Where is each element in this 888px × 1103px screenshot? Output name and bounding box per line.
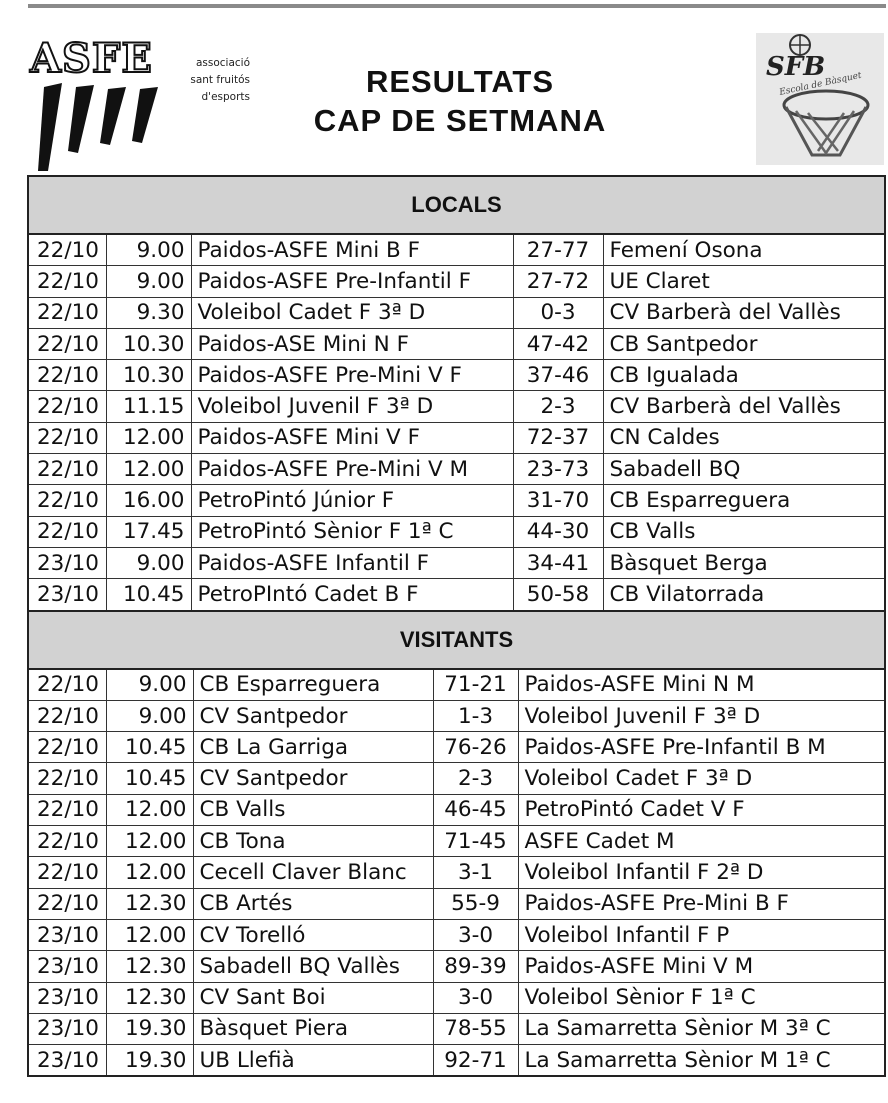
- match-time: 10.45: [106, 579, 191, 610]
- result-row: [29, 794, 884, 825]
- match-date: 22/10: [29, 826, 106, 857]
- match-score: 37-46: [513, 360, 603, 391]
- result-row: [29, 1045, 884, 1076]
- home-team: CB Tona: [193, 826, 433, 857]
- match-score: 3-1: [433, 857, 518, 888]
- match-score: 89-39: [433, 951, 518, 982]
- match-time: 12.00: [106, 857, 193, 888]
- title-line-2: CAP DE SETMANA: [313, 103, 607, 138]
- home-team: Cecell Claver Blanc: [193, 857, 433, 888]
- match-time: 12.00: [106, 794, 193, 825]
- match-time: 10.30: [106, 360, 191, 391]
- match-time: 12.00: [106, 454, 191, 485]
- match-time: 17.45: [106, 516, 191, 547]
- home-team: Paidos-ASFE Pre-Infantil F: [191, 266, 513, 297]
- result-row: [29, 1013, 884, 1044]
- home-team: Sabadell BQ Vallès: [193, 951, 433, 982]
- result-row: [29, 516, 884, 547]
- sfb-wordmark: SFB: [766, 52, 826, 82]
- match-date: 22/10: [29, 794, 106, 825]
- result-row: [29, 454, 884, 485]
- match-date: 22/10: [29, 297, 106, 328]
- home-team: Paidos-ASE Mini N F: [191, 328, 513, 359]
- locals-heading: LOCALS: [29, 177, 884, 235]
- match-date: 22/10: [29, 888, 106, 919]
- match-time: 10.45: [106, 763, 193, 794]
- result-row: [29, 919, 884, 950]
- match-score: 1-3: [433, 700, 518, 731]
- basketball-hoop-icon: [756, 33, 884, 165]
- asfe-line-2: sant fruitós: [190, 74, 250, 86]
- home-team: Bàsquet Piera: [193, 1013, 433, 1044]
- result-row: [29, 857, 884, 888]
- away-team: La Samarretta Sènior M 1ª C: [518, 1045, 884, 1076]
- result-row: [29, 360, 884, 391]
- result-row: [29, 763, 884, 794]
- asfe-wordmark: ASFE: [30, 35, 153, 82]
- match-time: 9.00: [106, 700, 193, 731]
- away-team: CN Caldes: [603, 422, 884, 453]
- match-score: 2-3: [513, 391, 603, 422]
- result-row: [29, 422, 884, 453]
- match-score: 2-3: [433, 763, 518, 794]
- match-date: 22/10: [29, 266, 106, 297]
- match-time: 11.15: [106, 391, 191, 422]
- home-team: Paidos-ASFE Mini V F: [191, 422, 513, 453]
- away-team: Sabadell BQ: [603, 454, 884, 485]
- locals-table: [29, 235, 884, 610]
- match-time: 12.30: [106, 888, 193, 919]
- visitants-rows: [29, 670, 884, 1076]
- match-time: 9.00: [106, 235, 191, 266]
- match-score: 55-9: [433, 888, 518, 919]
- away-team: La Samarretta Sènior M 3ª C: [518, 1013, 884, 1044]
- away-team: CB Igualada: [603, 360, 884, 391]
- sfb-tagline: Escola de Bàsquet: [778, 70, 863, 98]
- result-row: [29, 266, 884, 297]
- home-team: PetroPintó Sènior F 1ª C: [191, 516, 513, 547]
- match-date: 23/10: [29, 547, 106, 578]
- match-score: 71-21: [433, 670, 518, 701]
- match-date: 22/10: [29, 391, 106, 422]
- title-line-1: RESULTATS: [365, 64, 555, 99]
- home-team: CV Santpedor: [193, 763, 433, 794]
- asfe-line-3: d'esports: [201, 91, 250, 103]
- match-date: 23/10: [29, 579, 106, 610]
- home-team: CV Torelló: [193, 919, 433, 950]
- match-date: 22/10: [29, 485, 106, 516]
- result-row: [29, 547, 884, 578]
- asfe-line-1: associació: [195, 57, 250, 69]
- away-team: CB Valls: [603, 516, 884, 547]
- result-row: [29, 700, 884, 731]
- result-row: [29, 951, 884, 982]
- asfe-stripes-icon: [26, 83, 176, 173]
- match-date: 23/10: [29, 919, 106, 950]
- match-date: 23/10: [29, 1013, 106, 1044]
- match-score: 27-77: [513, 235, 603, 266]
- home-team: CV Santpedor: [193, 700, 433, 731]
- match-score: 92-71: [433, 1045, 518, 1076]
- match-score: 3-0: [433, 919, 518, 950]
- away-team: Paidos-ASFE Mini N M: [518, 670, 884, 701]
- match-time: 12.00: [106, 422, 191, 453]
- match-score: 34-41: [513, 547, 603, 578]
- home-team: Voleibol Cadet F 3ª D: [191, 297, 513, 328]
- home-team: UB Llefià: [193, 1045, 433, 1076]
- match-score: 23-73: [513, 454, 603, 485]
- match-date: 22/10: [29, 732, 106, 763]
- away-team: ASFE Cadet M: [518, 826, 884, 857]
- home-team: PetroPIntó Cadet B F: [191, 579, 513, 610]
- match-score: 46-45: [433, 794, 518, 825]
- match-date: 23/10: [29, 951, 106, 982]
- away-team: UE Claret: [603, 266, 884, 297]
- away-team: Voleibol Cadet F 3ª D: [518, 763, 884, 794]
- header: [0, 0, 888, 180]
- match-time: 12.30: [106, 982, 193, 1013]
- match-time: 10.30: [106, 328, 191, 359]
- home-team: Paidos-ASFE Pre-Mini V M: [191, 454, 513, 485]
- match-score: 71-45: [433, 826, 518, 857]
- home-team: CV Sant Boi: [193, 982, 433, 1013]
- home-team: Paidos-ASFE Mini B F: [191, 235, 513, 266]
- match-score: 0-3: [513, 297, 603, 328]
- match-date: 22/10: [29, 360, 106, 391]
- home-team: CB Artés: [193, 888, 433, 919]
- match-date: 22/10: [29, 700, 106, 731]
- match-date: 22/10: [29, 670, 106, 701]
- match-time: 12.00: [106, 919, 193, 950]
- result-row: [29, 732, 884, 763]
- match-score: 31-70: [513, 485, 603, 516]
- home-team: PetroPintó Júnior F: [191, 485, 513, 516]
- match-date: 23/10: [29, 982, 106, 1013]
- home-team: CB La Garriga: [193, 732, 433, 763]
- away-team: CB Vilatorrada: [603, 579, 884, 610]
- away-team: Femení Osona: [603, 235, 884, 266]
- match-score: 3-0: [433, 982, 518, 1013]
- away-team: Voleibol Sènior F 1ª C: [518, 982, 884, 1013]
- match-date: 22/10: [29, 422, 106, 453]
- match-date: 22/10: [29, 328, 106, 359]
- match-time: 12.00: [106, 826, 193, 857]
- away-team: Voleibol Infantil F P: [518, 919, 884, 950]
- match-time: 9.00: [106, 670, 193, 701]
- match-score: 50-58: [513, 579, 603, 610]
- away-team: CV Barberà del Vallès: [603, 297, 884, 328]
- match-date: 22/10: [29, 763, 106, 794]
- asfe-association-text: [180, 55, 250, 106]
- match-score: 78-55: [433, 1013, 518, 1044]
- away-team: CB Santpedor: [603, 328, 884, 359]
- match-date: 22/10: [29, 235, 106, 266]
- locals-rows: [29, 235, 884, 610]
- result-row: [29, 328, 884, 359]
- page-title: [260, 62, 660, 140]
- match-time: 19.30: [106, 1045, 193, 1076]
- away-team: Paidos-ASFE Pre-Mini B F: [518, 888, 884, 919]
- visitants-heading: VISITANTS: [29, 612, 884, 670]
- home-team: CB Valls: [193, 794, 433, 825]
- result-row: [29, 391, 884, 422]
- visitants-table: [29, 670, 884, 1076]
- away-team: Paidos-ASFE Mini V M: [518, 951, 884, 982]
- home-team: Voleibol Juvenil F 3ª D: [191, 391, 513, 422]
- match-date: 22/10: [29, 516, 106, 547]
- home-team: CB Esparreguera: [193, 670, 433, 701]
- match-score: 27-72: [513, 266, 603, 297]
- away-team: CB Esparreguera: [603, 485, 884, 516]
- result-row: [29, 888, 884, 919]
- away-team: CV Barberà del Vallès: [603, 391, 884, 422]
- match-time: 10.45: [106, 732, 193, 763]
- match-time: 9.00: [106, 266, 191, 297]
- match-time: 9.30: [106, 297, 191, 328]
- away-team: Voleibol Infantil F 2ª D: [518, 857, 884, 888]
- match-date: 22/10: [29, 857, 106, 888]
- asfe-logo: [26, 33, 248, 173]
- results-board: [27, 175, 886, 1077]
- match-score: 44-30: [513, 516, 603, 547]
- sfb-logo: [756, 33, 884, 165]
- result-row: [29, 826, 884, 857]
- match-score: 72-37: [513, 422, 603, 453]
- result-row: [29, 485, 884, 516]
- match-date: 22/10: [29, 454, 106, 485]
- match-time: 16.00: [106, 485, 191, 516]
- home-team: Paidos-ASFE Infantil F: [191, 547, 513, 578]
- away-team: PetroPintó Cadet V F: [518, 794, 884, 825]
- result-row: [29, 579, 884, 610]
- home-team: Paidos-ASFE Pre-Mini V F: [191, 360, 513, 391]
- result-row: [29, 670, 884, 701]
- away-team: Voleibol Juvenil F 3ª D: [518, 700, 884, 731]
- match-time: 12.30: [106, 951, 193, 982]
- away-team: Bàsquet Berga: [603, 547, 884, 578]
- match-date: 23/10: [29, 1045, 106, 1076]
- away-team: Paidos-ASFE Pre-Infantil B M: [518, 732, 884, 763]
- match-score: 47-42: [513, 328, 603, 359]
- match-time: 19.30: [106, 1013, 193, 1044]
- result-row: [29, 297, 884, 328]
- match-time: 9.00: [106, 547, 191, 578]
- match-score: 76-26: [433, 732, 518, 763]
- result-row: [29, 235, 884, 266]
- result-row: [29, 982, 884, 1013]
